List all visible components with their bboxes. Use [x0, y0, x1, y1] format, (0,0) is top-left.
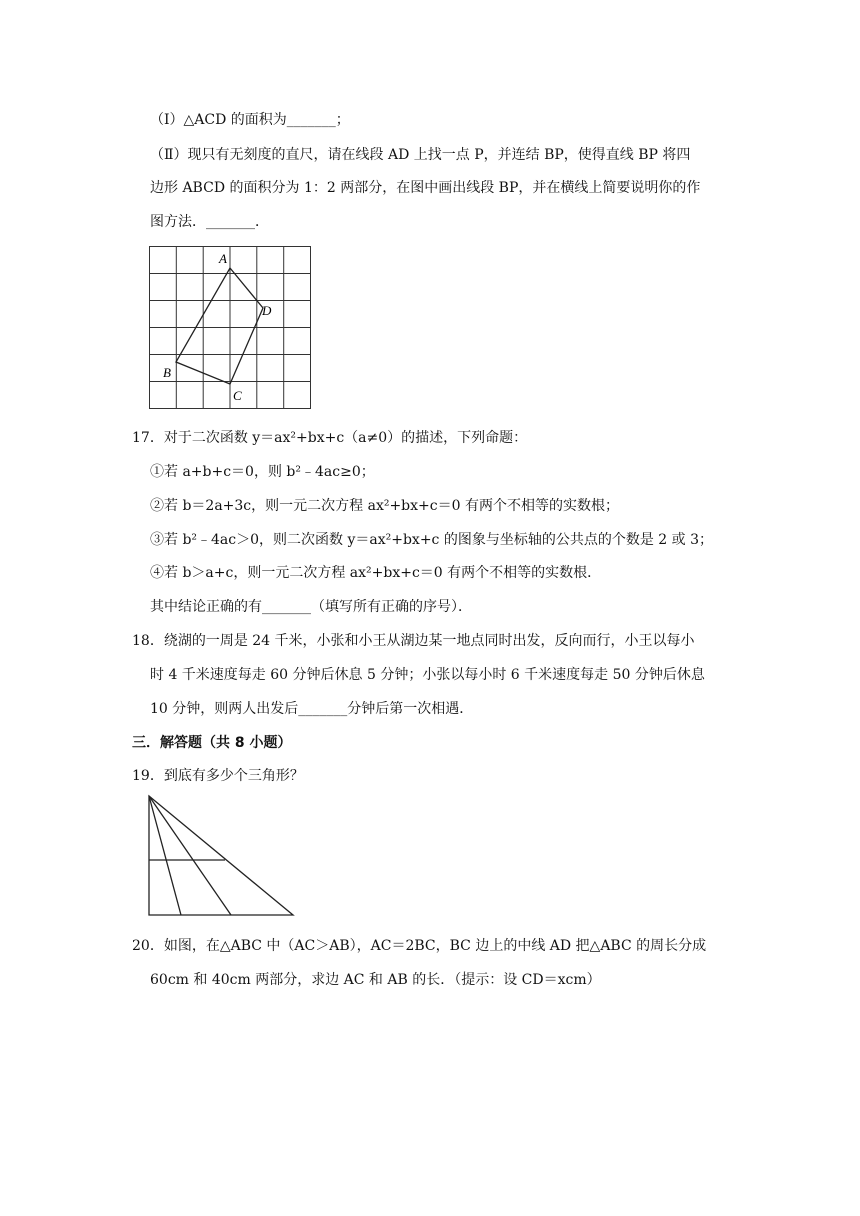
q18-line1: 18．绕湖的一周是 24 千米，小张和小王从湖边某一地点同时出发，反向而行，小王以每小	[132, 633, 695, 649]
label-d: D	[262, 303, 272, 318]
q17-stem: 17．对于二次函数 y＝ax²+bx+c（a≠0）的描述，下列命题：	[132, 430, 528, 446]
q16-part2-line2: 边形 ABCD 的面积分为 1：2 两部分，在图中画出线段 BP，并在横线上简要说明你的作	[150, 180, 701, 196]
triangle-figure	[145, 792, 300, 918]
q17-option-4: ④若 b＞a+c，则一元二次方程 ax²+bx+c＝0 有两个不相等的实数根．	[150, 565, 602, 581]
q17-option-2: ②若 b＝2a+3c，则一元二次方程 ax²+bx+c＝0 有两个不相等的实数根；	[150, 498, 619, 514]
quadrilateral-abcd	[176, 268, 263, 384]
q17-option-3: ③若 b²﹣4ac＞0，则二次函数 y＝ax²+bx+c 的图象与坐标轴的公共点的个数是 2 或 3；	[150, 532, 714, 548]
q16-part1: （Ⅰ）△ACD 的面积为_______；	[150, 112, 350, 128]
q18-line3: 10 分钟，则两人出发后_______分钟后第一次相遇．	[150, 701, 474, 717]
label-c: C	[233, 388, 242, 403]
label-a: A	[219, 251, 227, 266]
q20-line2: 60cm 和 40cm 两部分，求边 AC 和 AB 的长．（提示：设 CD＝xcm）	[150, 972, 601, 988]
q17-question: 其中结论正确的有_______（填写所有正确的序号）．	[150, 599, 472, 615]
grid-figure	[145, 243, 315, 415]
q16-part2-line1: （Ⅱ）现只有无刻度的直尺，请在线段 AD 上找一点 P，并连结 BP，使得直线 BP 将四	[150, 147, 691, 163]
q16-part2-line3: 图方法．_______．	[150, 214, 269, 230]
label-b: B	[163, 365, 171, 380]
section-heading: 三．解答题（共 8 小题）	[132, 735, 292, 751]
q18-line2: 时 4 千米速度每走 60 分钟后休息 5 分钟；小张以每小时 6 千米速度每走 50 分钟后休息	[150, 667, 705, 683]
q19-question: 19．到底有多少个三角形？	[132, 768, 304, 784]
q20-line1: 20．如图，在△ABC 中（AC＞AB），AC＝2BC，BC 边上的中线 AD 把△ABC 的周长分成	[132, 938, 707, 954]
q17-option-1: ①若 a+b+c＝0，则 b²﹣4ac≥0；	[150, 464, 375, 480]
